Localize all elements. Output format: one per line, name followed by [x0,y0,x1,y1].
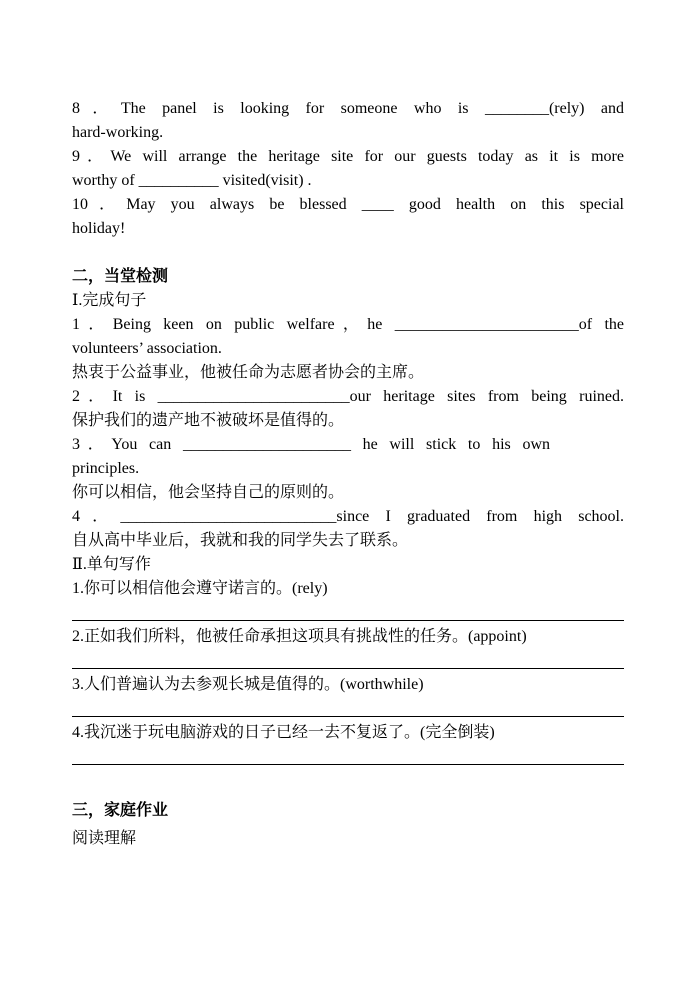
writing-1-answer-line [72,620,624,621]
exercise-10-line-2: holiday! [72,220,126,237]
sentence-3-line-1: 3．You can _____________________ he will stick to his own [72,436,550,453]
sentence-2-line: 2．It is ________________________our heritage sites from being ruined. [72,388,624,405]
exercise-8-line-1: 8．The panel is looking for someone who is ________(rely) and [72,100,624,117]
reading-comprehension-label: 阅读理解 [72,830,137,847]
writing-2-answer-line [72,668,624,669]
writing-1-prompt: 1.你可以相信他会遵守诺言的。(rely) [72,580,328,597]
part-1-heading: Ⅰ.完成句子 [72,292,147,309]
section-3-heading: 三，家庭作业 [72,802,169,819]
sentence-1-chinese: 热衷于公益事业，他被任命为志愿者协会的主席。 [72,364,425,381]
sentence-4-line: 4．___________________________since I graduated from high school. [72,508,624,525]
exercise-10-line-1: 10．May you always be blessed ____ good health on this special [72,196,624,213]
writing-2-prompt: 2.正如我们所料，他被任命承担这项具有挑战性的任务。(appoint) [72,628,527,645]
writing-3-prompt: 3.人们普遍认为去参观长城是值得的。(worthwhile) [72,676,424,693]
part-2-heading: Ⅱ.单句写作 [72,556,151,573]
sentence-3-chinese: 你可以相信，他会坚持自己的原则的。 [72,484,345,501]
sentence-4-chinese: 自从高中毕业后，我就和我的同学失去了联系。 [72,532,409,549]
sentence-2-chinese: 保护我们的遗产地不被破坏是值得的。 [72,412,345,429]
exercise-9-line-2: worthy of __________ visited(visit) . [72,172,312,189]
sentence-1-line-1: 1．Being keen on public welfare，he _______________________of the [72,316,624,333]
sentence-1-line-2: volunteers’ association. [72,340,222,357]
exercise-8-line-2: hard-working. [72,124,164,141]
exercise-9-line-1: 9．We will arrange the heritage site for our guests today as it is more [72,148,624,165]
writing-4-prompt: 4.我沉迷于玩电脑游戏的日子已经一去不复返了。(完全倒装) [72,724,495,741]
sentence-3-line-2: principles. [72,460,140,477]
writing-4-answer-line [72,764,624,765]
section-2-heading: 二，当堂检测 [72,268,169,285]
writing-3-answer-line [72,716,624,717]
